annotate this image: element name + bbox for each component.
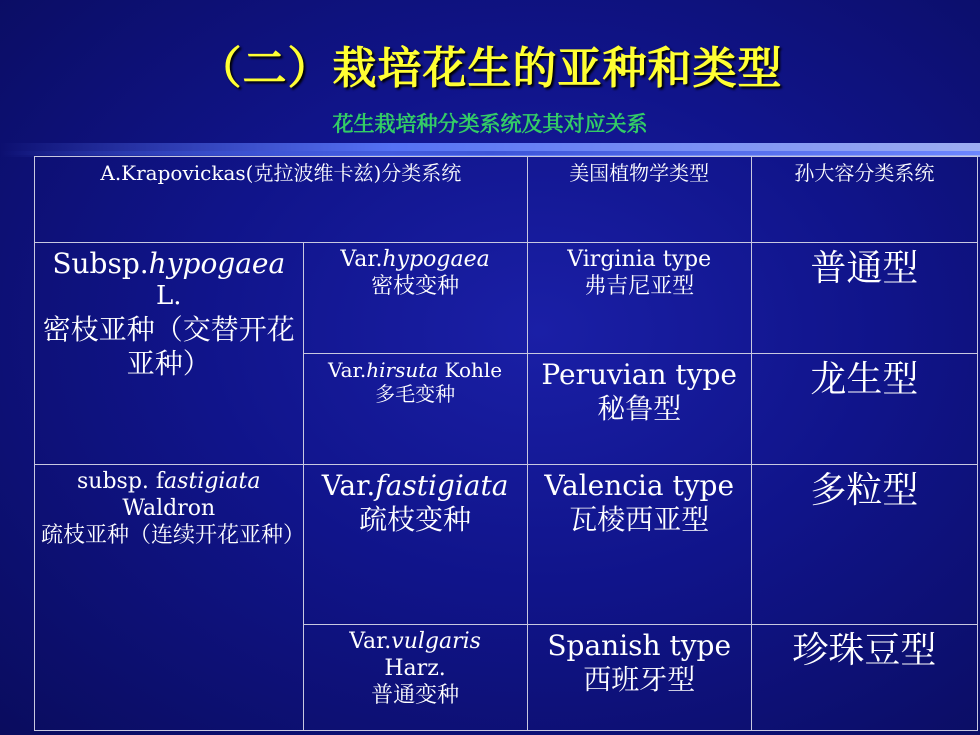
us-type-name: Virginia type: [567, 247, 712, 272]
subsp-author: Waldron: [122, 495, 216, 521]
var-prefix: Var.: [321, 469, 376, 502]
us-type-cell: [527, 354, 751, 465]
subsp-prefix: subsp. f: [76, 469, 165, 494]
table-header-row: [35, 157, 978, 243]
var-prefix: Var.: [349, 629, 392, 654]
subsp-cn: 疏枝亚种（连续开花亚种）: [41, 522, 306, 548]
var-author: Kohle: [438, 358, 503, 382]
subsp-name: astigiata: [164, 469, 261, 494]
us-type-name: Valencia type: [544, 469, 735, 502]
sun-type-cell: 珍珠豆型: [751, 625, 977, 731]
us-type-cell: [527, 625, 751, 731]
us-type-cell: [527, 465, 751, 625]
var-name: hirsuta: [366, 358, 439, 382]
subsp-fastigiata-cell: [35, 465, 304, 731]
us-type-name: Spanish type: [547, 629, 732, 662]
sun-type-cell: 龙生型: [751, 354, 977, 465]
subsp-hypogaea-cell: [35, 243, 304, 465]
subsp-cn: 密枝亚种（交替开花亚种）: [42, 312, 295, 381]
var-prefix: Var.: [340, 247, 383, 272]
var-cn: 疏枝变种: [359, 503, 472, 537]
subsp-name: hypogaea: [148, 247, 286, 280]
var-name: vulgaris: [391, 629, 481, 654]
var-cn: 多毛变种: [375, 382, 456, 407]
subsp-author: L.: [155, 281, 182, 312]
us-type-cn: 弗吉尼亚型: [584, 273, 695, 299]
var-name: hypogaea: [382, 247, 490, 272]
us-type-cn: 西班牙型: [583, 663, 696, 697]
var-name: fastigiata: [375, 469, 509, 502]
var-cn: 普通变种: [371, 682, 460, 708]
var-fastigiata-cell: [303, 465, 527, 625]
var-cn: 密枝变种: [371, 273, 460, 299]
slide-subtitle: 花生栽培种分类系统及其对应关系: [332, 112, 648, 136]
us-type-cn: 瓦棱西亚型: [569, 503, 710, 537]
var-author: Harz.: [384, 655, 446, 681]
sun-type-cell: 普通型: [751, 243, 977, 354]
sun-type-cell: 多粒型: [751, 465, 977, 625]
slide-title: （二）栽培花生的亚种和类型: [197, 43, 783, 94]
us-type-cn: 秘鲁型: [597, 392, 682, 426]
header-krapovickas: A.Krapovickas(克拉波维卡兹)分类系统: [35, 157, 528, 243]
var-hypogaea-cell: [303, 243, 527, 354]
us-type-name: Peruvian type: [541, 358, 737, 391]
table-row: [35, 243, 978, 354]
header-sun-system: 孙大容分类系统: [751, 157, 977, 243]
us-type-cell: [527, 243, 751, 354]
var-vulgaris-cell: [303, 625, 527, 731]
var-prefix: Var.: [328, 358, 367, 382]
subsp-prefix: Subsp.: [52, 247, 149, 280]
header-us-type: 美国植物学类型: [527, 157, 751, 243]
table-row: [35, 465, 978, 625]
title-divider-line: [0, 151, 980, 155]
classification-table: [34, 156, 978, 731]
var-hirsuta-cell: [303, 354, 527, 465]
